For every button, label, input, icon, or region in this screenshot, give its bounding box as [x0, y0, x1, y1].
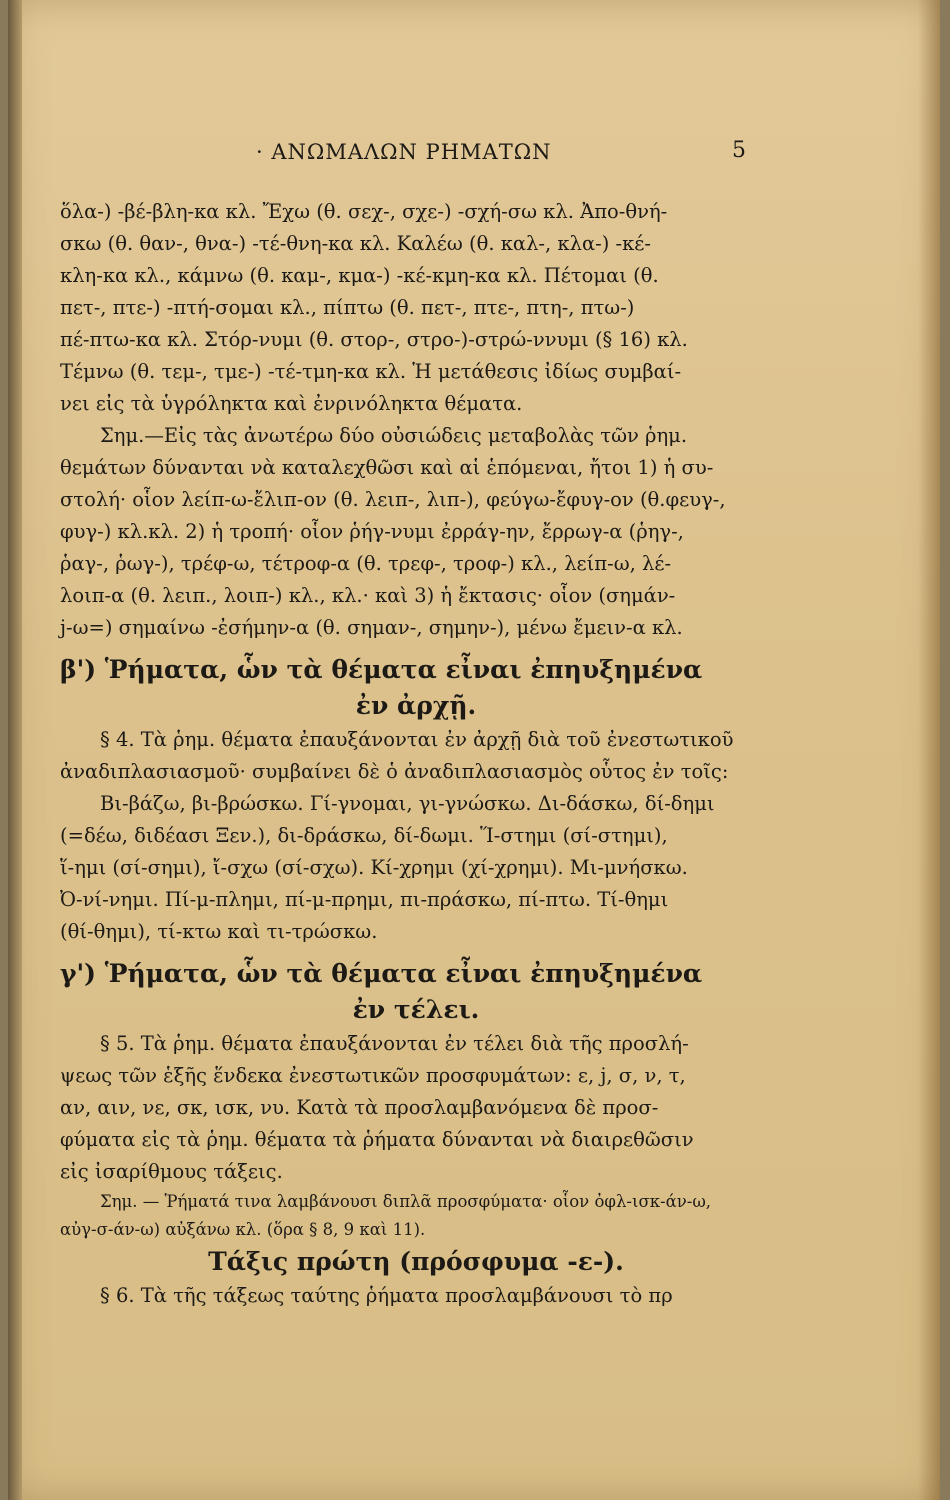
book-spine: [8, 0, 22, 1500]
running-title: · ΑΝΩΜΑΛΩΝ ΡΗΜΑΤΩΝ: [256, 140, 552, 164]
note-line: ῥαγ-, ῥωγ-), τρέφ-ω, τέτροφ-α (θ. τρεφ-, τροφ-) κλ., λείπ-ω, λέ-: [60, 552, 672, 575]
note-line: θεμάτων δύνανται νὰ καταλεχθῶσι καὶ αἱ ἑπόμεναι, ἤτοι 1) ἡ συ-: [60, 456, 714, 479]
class-heading: Τάξις πρώτη (πρόσφυμα -ε-).: [208, 1247, 624, 1276]
text-line: πετ-, πτε-) -πτή-σομαι κλ., πίπτω (θ. πετ-, πτε-, πτη-, πτω-): [60, 296, 635, 319]
text-line: πέ-πτω-κα κλ. Στόρ-νυμι (θ. στορ-, στρο-)-στρώ-ννυμι (§ 16) κλ.: [60, 328, 688, 351]
section-4-line: ἵ-ημι (σί-σημι), ἴ-σχω (σί-σχω). Κί-χρημι (χί-χρημι). Μι-μνήσκω.: [60, 856, 688, 879]
book-page: [8, 0, 940, 1500]
section-4-line: (=δέω, διδέασι Ξεν.), δι-δράσκω, δί-δωμι. Ἵ-στημι (σί-στημι),: [60, 824, 668, 847]
page-number: 5: [732, 138, 746, 163]
section-4-line: Ὀ-νί-νημι. Πί-μ-πλημι, πί-μ-πρημι, πι-πράσκω, πί-πτω. Τί-θημι: [60, 888, 669, 911]
text-line: κλη-κα κλ., κάμνω (θ. καμ-, κμα-) -κέ-κμη-κα κλ. Πέτομαι (θ.: [60, 264, 659, 287]
body-text: [60, 196, 772, 1312]
page-edge-shadow: [918, 0, 940, 1500]
section-heading-b-continuation: ἐν ἀρχῇ.: [355, 691, 477, 720]
section-5-line: φύματα εἰς τὰ ῥημ. θέματα τὰ ῥήματα δύνανται νὰ διαιρεθῶσιν: [60, 1128, 694, 1151]
section-4-line: ἀναδιπλασιασμοῦ· συμβαίνει δὲ ὁ ἀναδιπλασιασμὸς οὗτος ἐν τοῖς:: [60, 760, 729, 783]
note-line: λοιπ-α (θ. λειπ., λοιπ-) κλ., κλ.· καὶ 3) ἡ ἔκτασις· οἷον (σημάν-: [60, 584, 676, 607]
text-line: Τέμνω (θ. τεμ-, τμε-) -τέ-τμη-κα κλ. Ἡ μετάθεσις ἰδίως συμβαί-: [60, 360, 682, 383]
section-6-line: § 6. Τὰ τῆς τάξεως ταύτης ῥήματα προσλαμβάνουσι τὸ πρ: [100, 1284, 673, 1307]
running-head: [60, 140, 772, 170]
section-heading-c-continuation: ἐν τέλει.: [352, 995, 480, 1024]
note-2-line: Σημ. — Ῥήματά τινα λαμβάνουσι διπλᾶ προσφύματα· οἷον ὀφλ-ισκ-άν-ω,: [100, 1192, 712, 1211]
text-line: ὅλα-) -βέ-βλη-κα κλ. Ἔχω (θ. σεχ-, σχε-) -σχή-σω κλ. Ἀπο-θνή-: [60, 200, 668, 223]
section-5-line: § 5. Τὰ ῥημ. θέματα ἐπαυξάνονται ἐν τέλει διὰ τῆς προσλή-: [100, 1032, 689, 1055]
note-line: στολή· οἷον λείπ-ω-ἔλιπ-ον (θ. λειπ-, λιπ-), φεύγω-ἔφυγ-ον (θ.φευγ-,: [60, 488, 726, 511]
section-4-line: § 4. Τὰ ῥημ. θέματα ἐπαυξάνονται ἐν ἀρχῇ διὰ τοῦ ἐνεστωτικοῦ: [100, 728, 734, 751]
section-5-line: ψεως τῶν ἑξῆς ἕνδεκα ἐνεστωτικῶν προσφυμάτων: ε, j, σ, ν, τ,: [60, 1064, 686, 1087]
note-line: j-ω=) σημαίνω -ἐσήμην-α (θ. σημαν-, σημην-), μένω ἔμειν-α κλ.: [60, 616, 683, 639]
text-line: σκω (θ. θαν-, θνα-) -τέ-θνη-κα κλ. Καλέω (θ. καλ-, κλα-) -κέ-: [60, 232, 651, 255]
section-heading-b: β') Ῥήματα, ὧν τὰ θέματα εἶναι ἐπηυξημένα: [60, 655, 703, 684]
note-line: Σημ.—Εἰς τὰς ἀνωτέρω δύο οὐσιώδεις μεταβολὰς τῶν ῥημ.: [100, 424, 688, 447]
section-5-line: εἰς ἰσαρίθμους τάξεις.: [60, 1160, 283, 1183]
section-4-line: (θί-θημι), τί-κτω καὶ τι-τρώσκω.: [60, 920, 378, 943]
note-2-line: αὐγ-σ-άν-ω) αὐξάνω κλ. (ὅρα § 8, 9 καὶ 11).: [60, 1220, 426, 1239]
section-5-line: αν, αιν, νε, σκ, ισκ, νυ. Κατὰ τὰ προσλαμβανόμενα δὲ προσ-: [60, 1096, 659, 1119]
note-line: φυγ-) κλ.κλ. 2) ἡ τροπή· οἷον ῥήγ-νυμι ἐρράγ-ην, ἔρρωγ-α (ῥηγ-,: [60, 520, 684, 543]
text-line: νει εἰς τὰ ὑγρόληκτα καὶ ἐνρινόληκτα θέματα.: [60, 392, 523, 415]
section-4-line: Βι-βάζω, βι-βρώσκω. Γί-γνομαι, γι-γνώσκω. Δι-δάσκω, δί-δημι: [100, 792, 715, 815]
section-heading-c: γ') Ῥήματα, ὧν τὰ θέματα εἶναι ἐπηυξημένα: [60, 959, 703, 988]
